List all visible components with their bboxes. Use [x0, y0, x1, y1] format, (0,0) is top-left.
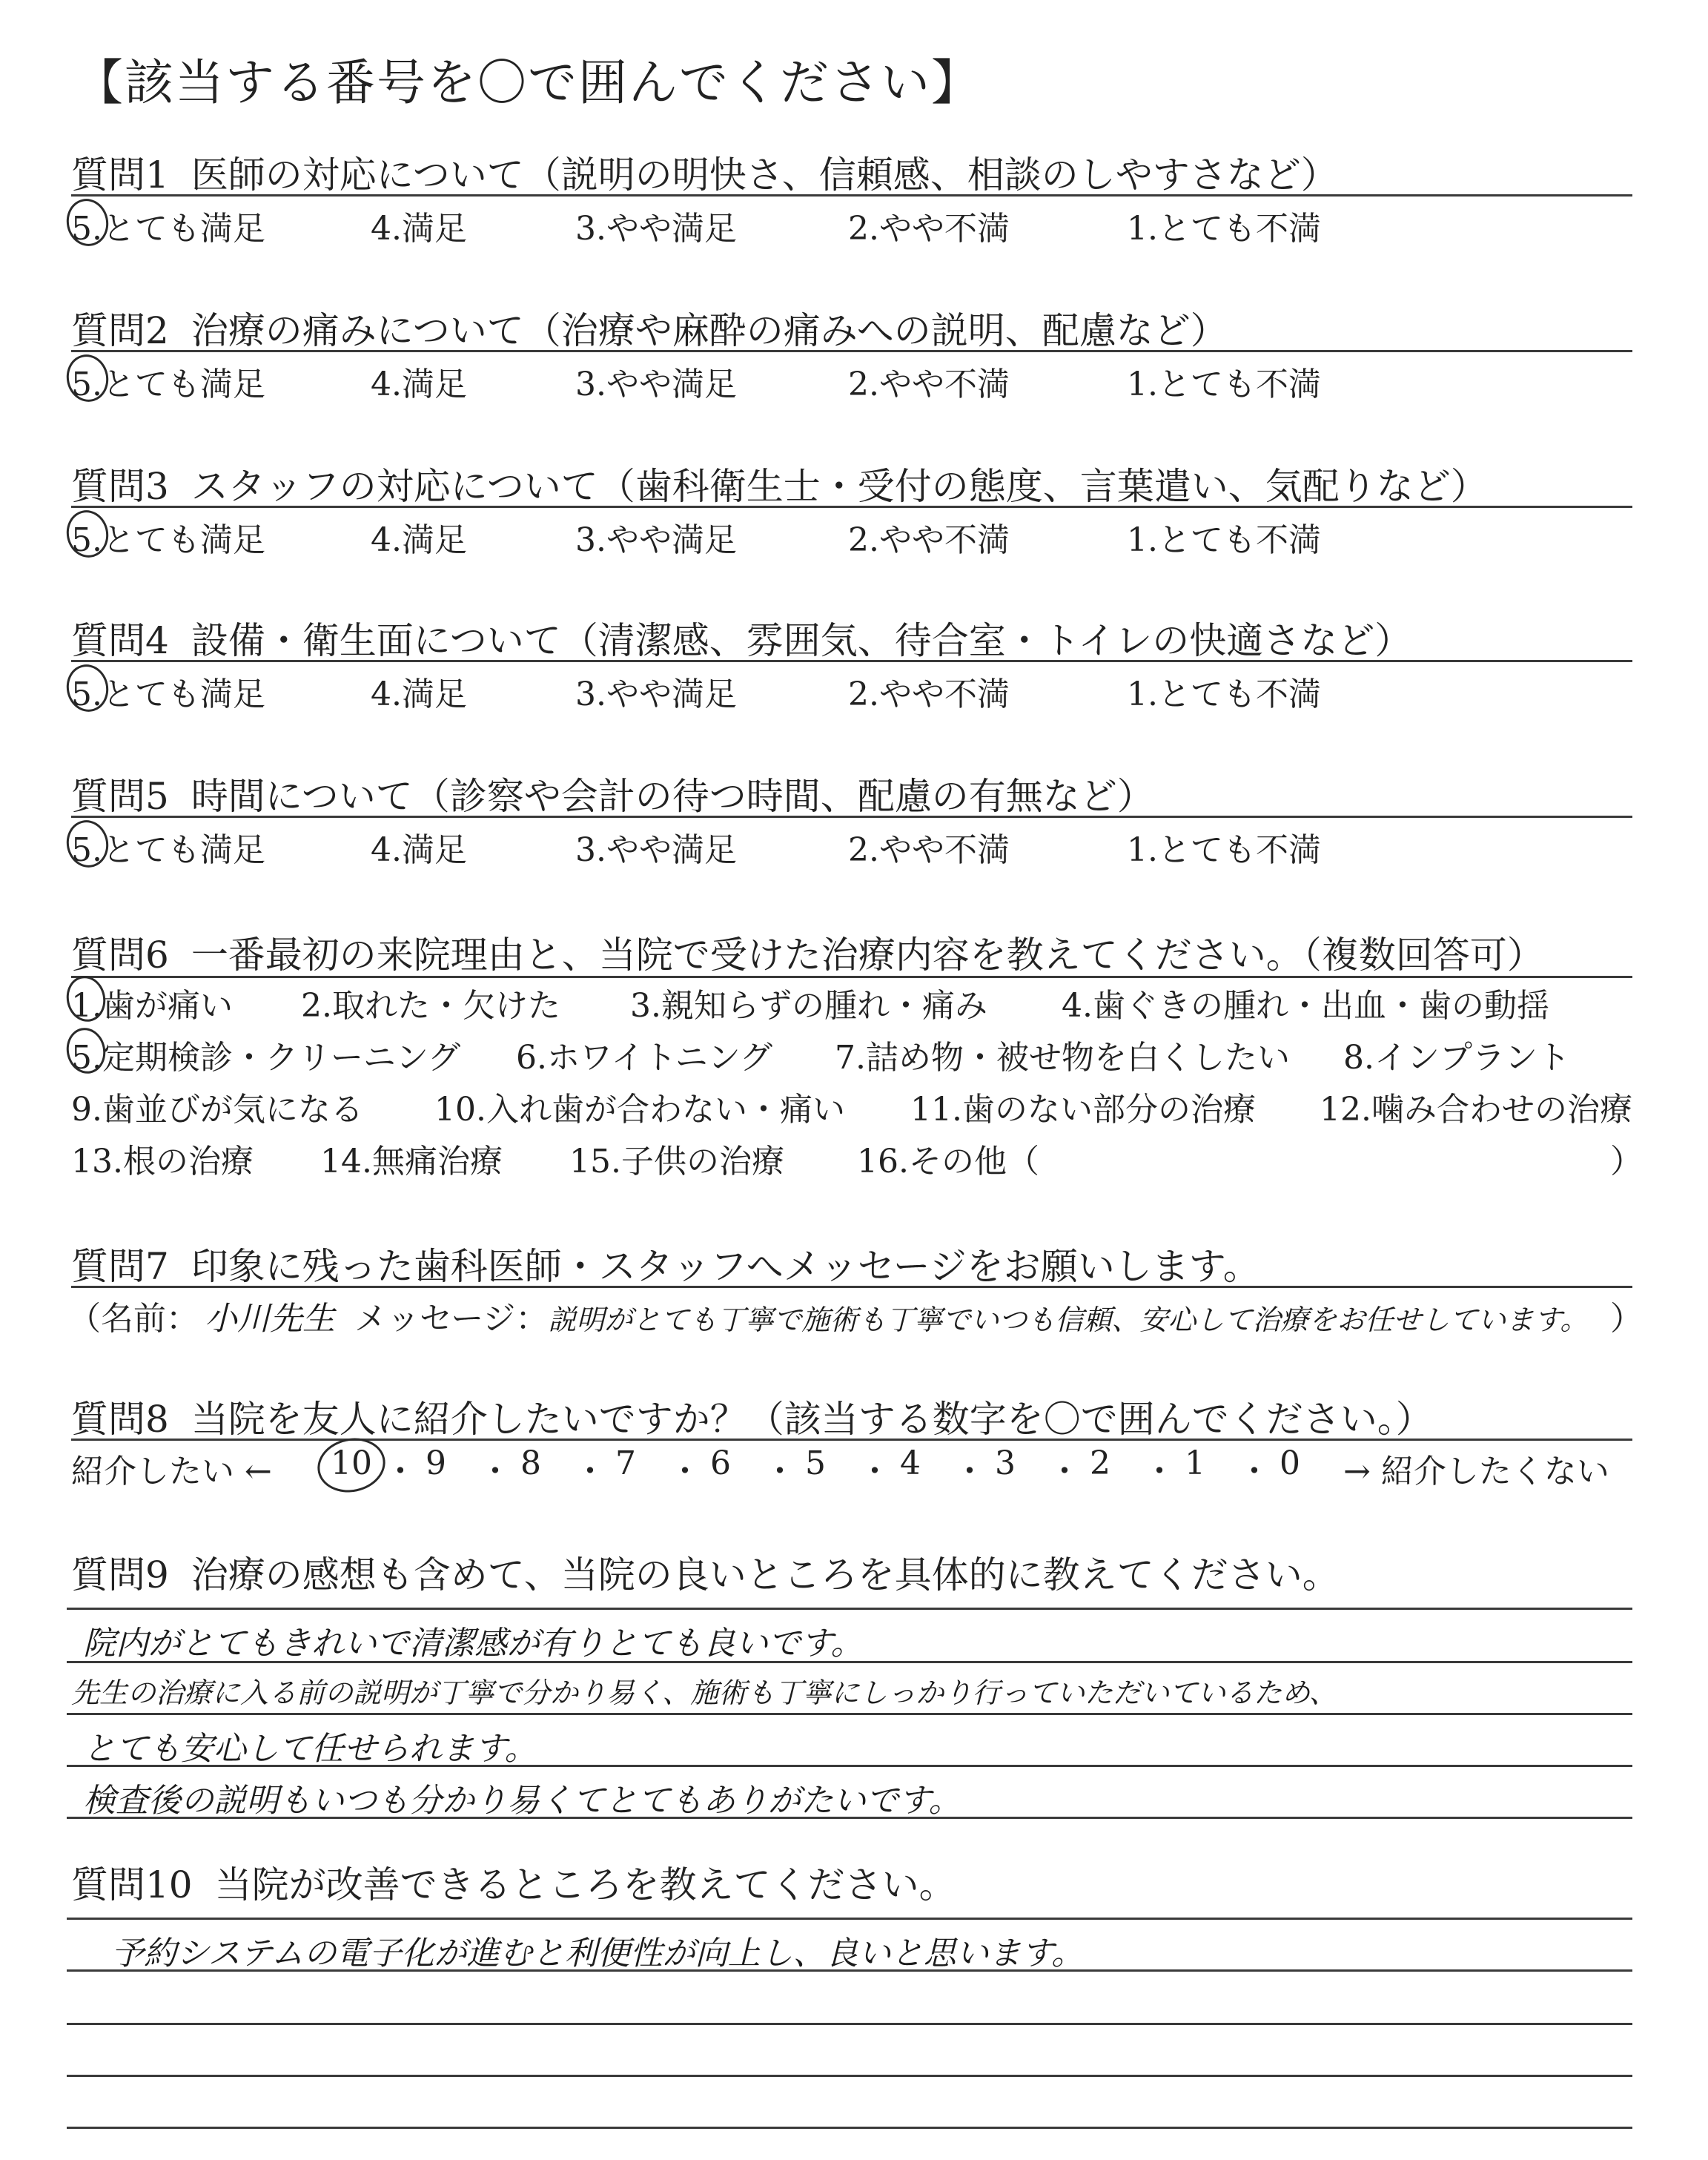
question-text: 治療の感想も含めて、当院の良いところを具体的に教えてください。: [191, 1553, 1340, 1596]
rating-option[interactable]: 5.とても満足: [71, 366, 265, 403]
rating-option[interactable]: 3.やや満足: [575, 210, 737, 248]
rating-option[interactable]: 1.とても不満: [1127, 521, 1321, 559]
question-1-rule: [71, 194, 1632, 196]
rating-options: [71, 667, 1643, 712]
option-row: [71, 1083, 1643, 1127]
scale-number[interactable]: 6: [710, 1444, 731, 1482]
scale-dot: ・: [1238, 1453, 1271, 1490]
question-1-title: [71, 145, 1338, 199]
rating-option[interactable]: 2.やや不満: [848, 210, 1010, 248]
handwritten-line: 予約システムの電子化が進むと利便性が向上し、良いと思います。: [111, 1935, 1085, 1972]
question-number: 質問7: [71, 1245, 169, 1288]
question-2-title: [71, 301, 1228, 354]
closing-paren: ）: [1610, 1143, 1643, 1180]
rating-option[interactable]: 3.やや満足: [575, 676, 737, 713]
rating-option[interactable]: 2.やや不満: [848, 366, 1010, 403]
scale-dot: ・: [1048, 1453, 1081, 1490]
reason-option[interactable]: 7.詰め物・被せ物を白くしたい: [835, 1039, 1290, 1077]
rating-option[interactable]: 4.満足: [371, 831, 467, 869]
question-text: 治療の痛みについて（治療や麻酔の痛みへの説明、配慮など）: [191, 309, 1228, 352]
reason-option[interactable]: 13.根の治療: [71, 1143, 254, 1180]
answer-rule: [67, 1713, 1632, 1715]
reason-option[interactable]: 1.歯が痛い: [71, 987, 233, 1025]
rating-option[interactable]: 5.とても満足: [71, 210, 265, 248]
scale-number[interactable]: 1: [1185, 1444, 1205, 1482]
question-7-title: [71, 1237, 1260, 1290]
rating-option[interactable]: 4.満足: [371, 521, 467, 559]
page-title: 【該当する番号を〇で囲んでください】: [74, 54, 982, 111]
answer-rule: [67, 2127, 1632, 2129]
rating-option[interactable]: 2.やや不満: [848, 676, 1010, 713]
question-8-rule: [71, 1439, 1632, 1441]
reason-option[interactable]: 6.ホワイトニング: [516, 1039, 773, 1077]
question-6-rule: [71, 976, 1632, 978]
reason-option[interactable]: 16.その他（: [857, 1143, 1039, 1180]
option-row: [71, 979, 1643, 1023]
reason-option[interactable]: 10.入れ歯が合わない・痛い: [434, 1091, 845, 1129]
question-number: 質問6: [71, 934, 169, 977]
scale-dot: ・: [953, 1453, 986, 1490]
option-row: [71, 1031, 1643, 1075]
rating-option[interactable]: 1.とても不満: [1127, 676, 1321, 713]
scale-dot: ・: [669, 1453, 701, 1490]
rating-option[interactable]: 1.とても不満: [1127, 366, 1321, 403]
question-3-title: [71, 457, 1488, 510]
handwritten-line: 検査後の説明もいつも分かり易くてとてもありがたいです。: [83, 1782, 961, 1820]
question-9-title: [71, 1545, 1340, 1599]
question-text: 当院を友人に紹介したいですか？（該当する数字を〇で囲んでください。）: [191, 1398, 1433, 1441]
scale-number[interactable]: 8: [520, 1444, 541, 1482]
handwritten-line: とても安心して任せられます。: [83, 1730, 537, 1768]
rating-option[interactable]: 5.とても満足: [71, 676, 265, 713]
rating-option[interactable]: 3.やや満足: [575, 831, 737, 869]
rating-option[interactable]: 3.やや満足: [575, 366, 737, 403]
scale-number[interactable]: 7: [615, 1444, 636, 1482]
rating-options: [71, 823, 1643, 868]
reason-option[interactable]: 9.歯並びが気になる: [71, 1091, 363, 1129]
rating-option[interactable]: 5.とても満足: [71, 521, 265, 559]
reason-option[interactable]: 2.取れた・欠けた: [301, 987, 560, 1025]
answer-rule: [67, 2075, 1632, 2077]
question-text: 設備・衛生面について（清潔感、雰囲気、待合室・トイレの快適さなど）: [191, 619, 1412, 662]
reason-option[interactable]: 8.インプラント: [1343, 1039, 1570, 1077]
question-2-rule: [71, 350, 1632, 352]
reason-option[interactable]: 11.歯のない部分の治療: [910, 1091, 1256, 1129]
answer-rule: [67, 1608, 1632, 1610]
reason-option[interactable]: 3.親知らずの腫れ・痛み: [630, 987, 987, 1025]
name-value[interactable]: 小川先生: [205, 1300, 335, 1338]
scale-dot: ・: [574, 1453, 606, 1490]
scale-number[interactable]: 5: [805, 1444, 826, 1482]
answer-rule: [67, 1918, 1632, 1920]
question-5-rule: [71, 816, 1632, 818]
scale-dot: ・: [1143, 1453, 1176, 1490]
rating-options: [71, 513, 1643, 558]
scale-number[interactable]: 4: [900, 1444, 921, 1482]
answer-rule: [67, 2023, 1632, 2025]
question-number: 質問4: [71, 619, 169, 662]
scale-dot: ・: [384, 1453, 417, 1490]
rating-option[interactable]: 4.満足: [371, 366, 467, 403]
scale-number[interactable]: 0: [1280, 1444, 1300, 1482]
reason-option[interactable]: 5.定期検診・クリーニング: [71, 1039, 461, 1077]
reason-option[interactable]: 4.歯ぐきの腫れ・出血・歯の動揺: [1062, 987, 1549, 1025]
closing-paren: ）: [1610, 1300, 1643, 1338]
question-5-title: [71, 767, 1154, 820]
question-number: 質問8: [71, 1398, 169, 1441]
question-8-title: [71, 1390, 1433, 1443]
recommend-scale: [71, 1444, 1643, 1496]
scale-number[interactable]: 9: [426, 1444, 446, 1482]
question-text: スタッフの対応について（歯科衛生士・受付の態度、言葉遣い、気配りなど）: [191, 465, 1488, 508]
question-4-title: [71, 611, 1411, 664]
question-text: 当院が改善できるところを教えてください。: [214, 1863, 956, 1906]
question-7-rule: [71, 1286, 1632, 1288]
question-number: 質問10: [71, 1863, 193, 1906]
rating-option[interactable]: 2.やや不満: [848, 831, 1010, 869]
handwritten-line: 先生の治療に入る前の説明が丁寧で分かり易く、施術も丁寧にしっかり行っていただいているため、: [71, 1677, 1337, 1709]
rating-options: [71, 357, 1643, 402]
question-number: 質問5: [71, 775, 169, 818]
question-text: 時間について（診察や会計の待つ時間、配慮の有無など）: [191, 775, 1154, 818]
scale-dot: ・: [764, 1453, 796, 1490]
rating-option[interactable]: 4.満足: [371, 676, 467, 713]
scale-dot: ・: [479, 1453, 512, 1490]
scale-number[interactable]: 3: [995, 1444, 1016, 1482]
question-6-title: [71, 925, 1544, 979]
question-text: 印象に残った歯科医師・スタッフへメッセージをお願いします。: [191, 1245, 1260, 1288]
question-3-rule: [71, 506, 1632, 508]
handwritten-line: 院内がとてもきれいで清潔感が有りとても良いです。: [83, 1625, 864, 1662]
scale-number[interactable]: 2: [1090, 1444, 1110, 1482]
rating-option[interactable]: 2.やや不満: [848, 521, 1010, 559]
rating-option[interactable]: 1.とても不満: [1127, 210, 1321, 248]
question-7-answer: [68, 1292, 1588, 1339]
reason-option[interactable]: 12.噛み合わせの治療: [1320, 1091, 1632, 1129]
question-text: 一番最初の来院理由と、当院で受けた治療内容を教えてください。（複数回答可）: [191, 934, 1544, 977]
question-number: 質問2: [71, 309, 169, 352]
option-row: [71, 1135, 1643, 1179]
question-4-rule: [71, 660, 1632, 662]
scale-right-label: → 紹介したくない: [1343, 1453, 1609, 1490]
question-text: 医師の対応について（説明の明快さ、信頼感、相談のしやすさなど）: [191, 153, 1338, 196]
question-number: 質問1: [71, 153, 169, 196]
name-label: （名前：: [68, 1300, 199, 1338]
question-10-title: [71, 1855, 956, 1909]
rating-option[interactable]: 3.やや満足: [575, 521, 737, 559]
scale-dot: ・: [858, 1453, 891, 1490]
rating-option[interactable]: 4.満足: [371, 210, 467, 248]
reason-option[interactable]: 14.無痛治療: [320, 1143, 503, 1180]
message-label: メッセージ：: [354, 1300, 549, 1338]
rating-options: [71, 202, 1643, 246]
message-value[interactable]: 説明がとても丁寧で施術も丁寧でいつも信頼、安心して治療をお任せしています。: [548, 1304, 1589, 1336]
rating-option[interactable]: 1.とても不満: [1127, 831, 1321, 869]
question-number: 質問3: [71, 465, 169, 508]
reason-option[interactable]: 15.子供の治療: [569, 1143, 784, 1180]
rating-option[interactable]: 5.とても満足: [71, 831, 265, 869]
scale-number[interactable]: 10: [331, 1444, 372, 1482]
question-number: 質問9: [71, 1553, 169, 1596]
scale-left-label: 紹介したい ←: [71, 1453, 272, 1490]
